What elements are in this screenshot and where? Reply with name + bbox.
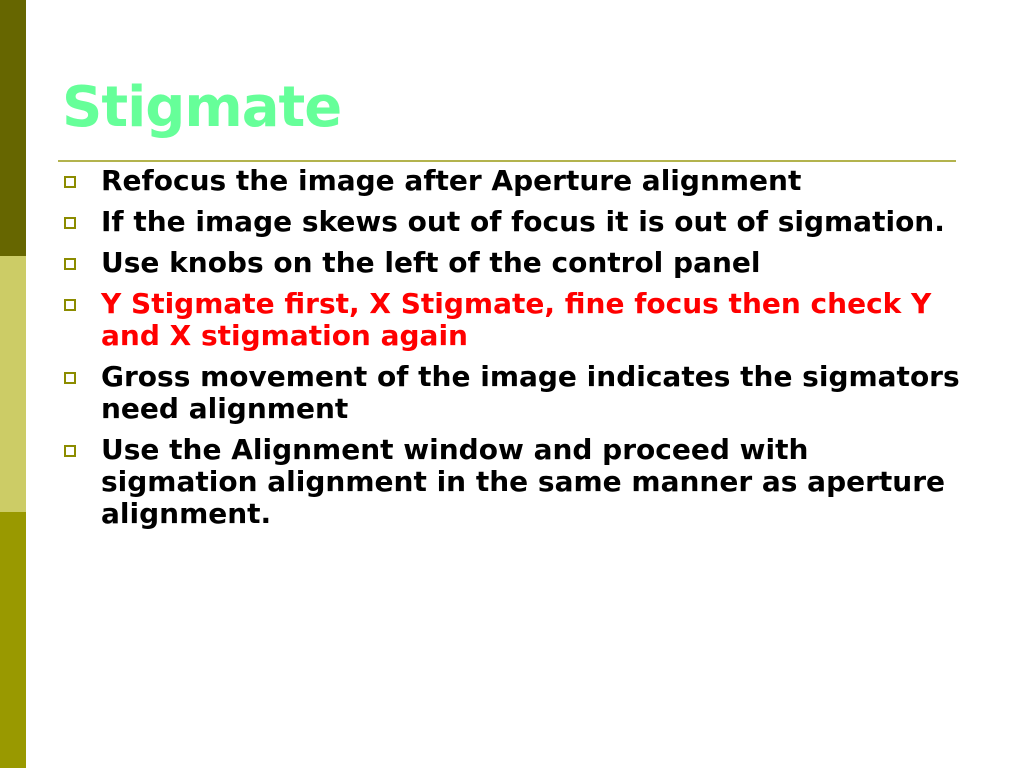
bullet-text: Use the Alignment window and proceed with sigmation alignment in the same manner as aperture alignment. — [101, 433, 946, 530]
bullet-item — [64, 165, 974, 197]
bullet-item — [64, 434, 974, 530]
square-bullet-icon — [64, 299, 76, 311]
bullet-text: Use knobs on the left of the control panel — [101, 246, 761, 279]
square-bullet-icon — [64, 176, 76, 188]
side-bar-top — [0, 0, 26, 256]
square-bullet-icon — [64, 445, 76, 457]
square-bullet-icon — [64, 258, 76, 270]
bullet-text: If the image skews out of focus it is out of sigmation. — [101, 205, 945, 238]
bullet-text: Gross movement of the image indicates the sigmators need alignment — [101, 360, 960, 425]
bullet-item — [64, 247, 974, 279]
bullet-item — [64, 361, 974, 425]
bullet-item-highlighted — [64, 288, 974, 352]
side-bar-middle — [0, 256, 26, 512]
slide-title: Stigmate — [62, 75, 342, 140]
square-bullet-icon — [64, 372, 76, 384]
bullet-item — [64, 206, 974, 238]
bullet-list — [64, 165, 974, 539]
side-bar-bottom — [0, 512, 26, 768]
bullet-text: Refocus the image after Aperture alignment — [101, 164, 802, 197]
bullet-text: Y Stigmate first, X Stigmate, fine focus then check Y and X stigmation again — [101, 287, 932, 352]
square-bullet-icon — [64, 217, 76, 229]
title-underline — [58, 160, 956, 162]
